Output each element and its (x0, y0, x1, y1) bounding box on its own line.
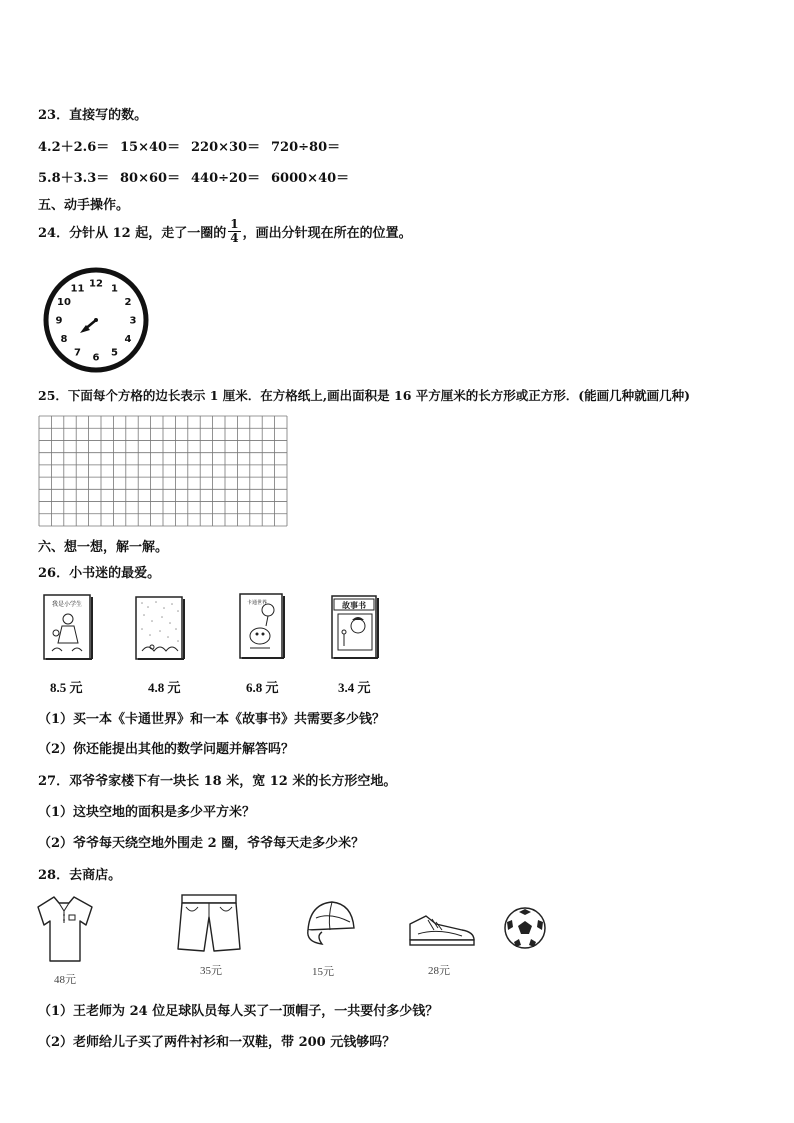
clock-number-2: 2 (124, 297, 132, 308)
clock-number-4: 4 (124, 334, 132, 345)
book-cover-1 (42, 593, 94, 663)
shorts-image (176, 893, 242, 955)
book-1-price: 8.5 元 (50, 680, 83, 695)
book-4-cover-title: 故事书 (342, 601, 366, 610)
book-cover-4 (330, 594, 380, 662)
book-cover-2 (134, 595, 186, 663)
q27-title: 27．邓爷爷家楼下有一块长 18 米，宽 12 米的长方形空地。 (38, 774, 397, 789)
clock-number-11: 11 (70, 283, 85, 295)
q24-title (38, 213, 412, 249)
book-3-price: 6.8 元 (246, 680, 279, 695)
q28-title: 28．去商店。 (38, 868, 122, 883)
q28-sub2: （2）老师给儿子买了两件衬衫和一双鞋，带 200 元钱够吗？ (38, 1035, 396, 1050)
football-image (503, 906, 547, 950)
section-six-heading: 六、想一想，解一解。 (38, 540, 169, 555)
clock-number-6: 6 (92, 352, 100, 364)
q24-text-before: 24．分针从 12 起，走了一圈的 (38, 225, 227, 241)
q23-expr: 720÷80＝ (271, 140, 341, 155)
q23-expr: 220×30＝ (191, 140, 261, 155)
cap-price: 15元 (312, 966, 334, 978)
clock-face[interactable] (40, 264, 152, 376)
q23-expr: 6000×40＝ (271, 171, 350, 186)
q23-expr: 15×40＝ (120, 140, 181, 155)
shoes-price: 28元 (428, 965, 450, 977)
q23-expr: 4.2＋2.6＝ (38, 140, 110, 155)
book-cover-3 (238, 592, 286, 662)
q23-expr: 80×60＝ (120, 171, 181, 186)
q24-text-after: ，画出分针现在所在的位置。 (242, 225, 412, 241)
section-five-heading: 五、动手操作。 (38, 198, 130, 213)
shorts-price: 35元 (200, 965, 222, 977)
cap-image (302, 898, 358, 948)
q26-sub1: （1）买一本《卡通世界》和一本《故事书》共需要多少钱？ (38, 712, 386, 727)
clock-number-7: 7 (74, 347, 81, 359)
clock-number-8: 8 (60, 334, 68, 345)
shirt-price: 48元 (54, 974, 76, 986)
clock-number-5: 5 (111, 347, 118, 359)
book-3-cover-title: 卡通世界 (247, 600, 268, 606)
q27-sub2: （2）爷爷每天绕空地外围走 2 圈，爷爷每天走多少米？ (38, 836, 365, 851)
fraction-denominator: 4 (230, 230, 239, 245)
clock-number-12: 12 (89, 278, 103, 290)
clock-number-9: 9 (55, 315, 63, 327)
q23-expr: 440÷20＝ (191, 171, 261, 186)
q24-fraction (228, 218, 240, 245)
q25-title: 25．下面每个方格的边长表示 1 厘米．在方格纸上,画出面积是 16 平方厘米的长方形或正方形．(能画几种就画几种) (38, 388, 691, 403)
fraction-numerator: 1 (230, 216, 239, 231)
clock-number-10: 10 (57, 297, 71, 308)
clock-number-3: 3 (129, 315, 137, 327)
q28-sub1: （1）王老师为 24 位足球队员每人买了一顶帽子，一共要付多少钱？ (38, 1004, 439, 1019)
q27-sub1: （1）这块空地的面积是多少平方米？ (38, 805, 256, 820)
shirt-image (34, 893, 94, 965)
q26-sub2: （2）你还能提出其他的数学问题并解答吗？ (38, 742, 295, 757)
book-4-price: 3.4 元 (338, 680, 371, 695)
square-grid-paper[interactable] (38, 415, 288, 527)
book-2-price: 4.8 元 (148, 680, 181, 695)
q26-title: 26．小书迷的最爱。 (38, 566, 161, 581)
book-1-cover-title: 我是小学生 (51, 601, 83, 608)
clock-number-1: 1 (111, 283, 118, 295)
q23-expr: 5.8＋3.3＝ (38, 171, 110, 186)
shoes-image (406, 910, 478, 950)
q23-title: 23．直接写的数。 (38, 108, 148, 123)
